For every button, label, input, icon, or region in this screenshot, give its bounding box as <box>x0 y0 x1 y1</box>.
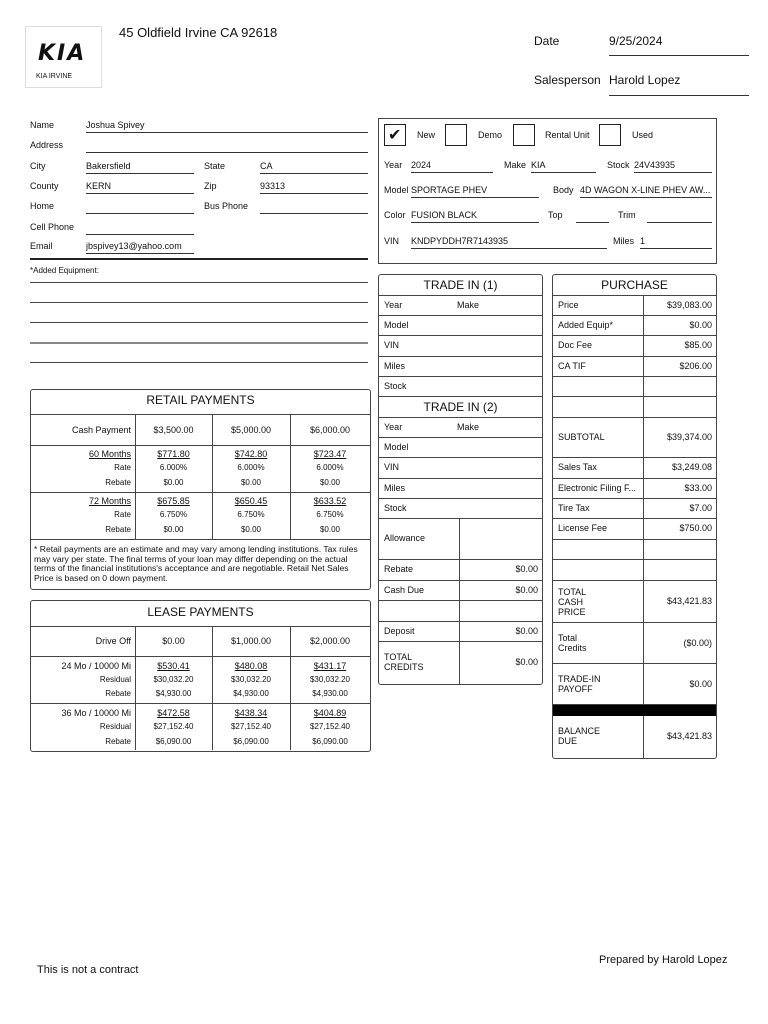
rebate-value: $4,930.00 <box>312 689 348 698</box>
sales-tax-label: Sales Tax <box>558 462 597 472</box>
color-field[interactable]: FUSION BLACK <box>411 210 539 223</box>
home-field[interactable] <box>86 201 194 214</box>
sales-tax-value: $3,249.08 <box>671 462 712 472</box>
trade-in-1-title: TRADE IN (1) <box>423 278 498 292</box>
balance-due-value: $43,421.83 <box>666 731 712 741</box>
retail-payment[interactable]: $742.80 <box>234 449 268 459</box>
deposit-value: $0.00 <box>515 626 538 636</box>
salesperson-label: Salesperson <box>534 73 601 87</box>
year-field[interactable]: 2024 <box>411 160 493 173</box>
cash-due-label: Cash Due <box>384 585 425 595</box>
body-label: Body <box>553 185 574 195</box>
total-credits-label-line: CREDITS <box>384 662 424 672</box>
color-label: Color <box>384 210 406 220</box>
tradein-payoff-label-line: TRADE-IN <box>558 674 601 684</box>
rate-label: Rate <box>114 510 131 519</box>
drive-off-option[interactable]: $2,000.00 <box>309 636 351 646</box>
total-credits-label <box>558 633 587 653</box>
rebate-value: $0.00 <box>240 525 262 534</box>
trade2-miles-label[interactable]: Miles <box>384 483 406 493</box>
drive-off-option[interactable]: $0.00 <box>162 636 185 646</box>
trade1-miles-label[interactable]: Miles <box>384 361 406 371</box>
tire-tax-value: $7.00 <box>689 503 712 513</box>
bus-phone-label: Bus Phone <box>204 201 249 211</box>
rate-value: 6.750% <box>237 510 265 519</box>
lease-term-label: 24 Mo / 10000 Mi <box>61 661 131 671</box>
price-value: $39,083.00 <box>666 300 712 310</box>
new-label: New <box>417 130 436 140</box>
lease-payment[interactable]: $472.58 <box>157 708 190 718</box>
subtotal-value: $39,374.00 <box>666 432 712 442</box>
rebate-label: Rebate <box>105 689 131 698</box>
equipment-line <box>30 282 368 283</box>
stock-field[interactable]: 24V43935 <box>634 160 712 173</box>
residual-value: $30,032.20 <box>230 675 272 684</box>
used-label: Used <box>632 130 654 140</box>
cash-due-value: $0.00 <box>515 585 538 595</box>
rebate-label: Rebate <box>105 525 131 534</box>
rebate-value: $0.00 <box>240 478 262 487</box>
added-equip-label: Added Equip* <box>558 320 614 330</box>
retail-payment[interactable]: $723.47 <box>313 449 347 459</box>
rate-value: 6.000% <box>159 463 188 472</box>
rebate-value: $0.00 <box>319 525 341 534</box>
top-label: Top <box>548 210 563 220</box>
retail-term-label: 72 Months <box>88 496 131 506</box>
trade2-make-label[interactable]: Make <box>457 422 480 432</box>
rate-label: Rate <box>114 463 131 472</box>
zip-label: Zip <box>204 181 217 191</box>
lease-payment[interactable]: $431.17 <box>313 661 347 671</box>
total-credits-label-line: Total <box>558 633 578 643</box>
demo-label: Demo <box>478 130 503 140</box>
trade1-vin-label[interactable]: VIN <box>384 340 400 350</box>
total-credits-value: $0.00 <box>515 657 538 667</box>
logo-subtext: KIA IRVINE <box>36 73 73 80</box>
miles-field[interactable]: 1 <box>640 236 712 249</box>
allowance-label: Allowance <box>384 533 426 543</box>
retail-disclaimer: * Retail payments are an estimate and may vary among lending institutions. Tax rules may vary per state. The final terms of your loan may differ depending on the actual terms of the financial institutions's acceptance and are negotiable. Retail Net Sales Price is based on 0 down payment. <box>34 544 358 583</box>
residual-label: Residual <box>99 675 131 684</box>
email-field[interactable]: jbspivey13@yahoo.com <box>86 241 194 254</box>
tradein-payoff-label-line: PAYOFF <box>558 684 593 694</box>
trade2-stock-label[interactable]: Stock <box>384 503 407 513</box>
doc-fee-label: Doc Fee <box>558 340 593 350</box>
residual-value: $27,152.40 <box>153 722 194 731</box>
cash-payment-label: Cash Payment <box>71 425 131 435</box>
rate-value: 6.000% <box>237 463 265 472</box>
residual-label: Residual <box>99 722 131 731</box>
cell-field[interactable] <box>86 222 194 235</box>
rebate-label: Rebate <box>105 478 131 487</box>
year-label: Year <box>384 160 403 170</box>
rate-value: 6.750% <box>159 510 188 519</box>
residual-value: $27,152.40 <box>230 722 272 731</box>
vin-label: VIN <box>384 236 400 246</box>
new-checkbox[interactable] <box>384 124 406 146</box>
trade1-year-label[interactable]: Year <box>384 300 403 310</box>
rebate-value: $0.00 <box>163 525 184 534</box>
address-field[interactable] <box>86 140 368 153</box>
license-fee-value: $750.00 <box>679 523 712 533</box>
total-credits-label-line: Credits <box>558 643 587 653</box>
cash-payment-option[interactable]: $3,500.00 <box>153 425 194 435</box>
trade1-make-label[interactable]: Make <box>457 300 480 310</box>
model-label: Model <box>384 185 409 195</box>
miles-label: Miles <box>613 236 635 246</box>
used-checkbox[interactable] <box>599 124 621 146</box>
equipment-line <box>30 302 368 303</box>
demo-checkbox[interactable] <box>445 124 467 146</box>
bus-phone-field[interactable] <box>260 201 368 214</box>
doc-fee-value: $85.00 <box>684 340 712 350</box>
balance-due-label-line: DUE <box>558 736 578 746</box>
body-field[interactable]: 4D WAGON X-LINE PHEV AW... <box>580 185 712 198</box>
rebate-value: $6,090.00 <box>233 737 269 746</box>
date-value: 9/25/2024 <box>609 34 749 56</box>
total-cash-price-label-line: TOTAL <box>558 587 587 597</box>
total-cash-price-value: $43,421.83 <box>666 596 712 606</box>
deposit-label: Deposit <box>384 626 415 636</box>
county-field[interactable]: KERN <box>86 181 194 194</box>
rebate-label: Rebate <box>105 737 131 746</box>
drive-off-option[interactable]: $1,000.00 <box>230 636 272 646</box>
lease-payment[interactable]: $438.34 <box>234 708 268 718</box>
stock-label: Stock <box>607 160 630 170</box>
address-label: Address <box>30 140 64 150</box>
trade1-model-label[interactable]: Model <box>384 320 409 330</box>
zip-field[interactable]: 93313 <box>260 181 368 194</box>
make-field[interactable]: KIA <box>531 160 596 173</box>
total-cash-price-label-line: PRICE <box>558 607 586 617</box>
cash-payment-option[interactable]: $5,000.00 <box>230 425 272 435</box>
trim-field[interactable] <box>647 210 712 223</box>
model-field[interactable]: SPORTAGE PHEV <box>411 185 539 198</box>
dealer-address: 45 Oldfield Irvine CA 92618 <box>119 25 278 40</box>
tradein-payoff-value: $0.00 <box>689 679 712 689</box>
license-fee-label: License Fee <box>558 523 608 533</box>
ca-tif-label: CA TIF <box>558 361 586 371</box>
lease-term-label: 36 Mo / 10000 Mi <box>61 708 131 718</box>
rebate-label: Rebate <box>384 564 414 574</box>
home-label: Home <box>30 201 55 211</box>
name-field[interactable]: Joshua Spivey <box>86 120 368 133</box>
trade-in-2-title: TRADE IN (2) <box>423 400 498 414</box>
added-equip-value: $0.00 <box>689 320 712 330</box>
logo-wordmark: KIA <box>38 41 87 66</box>
county-label: County <box>30 181 59 191</box>
email-label: Email <box>30 241 53 251</box>
lease-payment[interactable]: $530.41 <box>157 661 190 671</box>
added-equipment-label: *Added Equipment: <box>30 266 99 275</box>
equipment-line <box>30 362 368 363</box>
dealer-logo <box>25 26 102 88</box>
name-label: Name <box>30 120 55 130</box>
residual-value: $30,032.20 <box>153 675 194 684</box>
cash-payment-option[interactable]: $6,000.00 <box>309 425 351 435</box>
trade1-stock-label[interactable]: Stock <box>384 381 407 391</box>
state-field[interactable]: CA <box>260 161 368 174</box>
prepared-by: Prepared by Harold Lopez <box>599 954 728 966</box>
salesperson-value: Harold Lopez <box>609 73 749 96</box>
retail-term-label: 60 Months <box>88 449 131 459</box>
retail-payments-title: RETAIL PAYMENTS <box>146 393 255 407</box>
electronic-filing-value: $33.00 <box>684 483 712 493</box>
total-cash-price-label-line: CASH <box>558 597 584 607</box>
tire-tax-label: Tire Tax <box>558 503 590 513</box>
equipment-line <box>30 342 368 344</box>
trade2-model-label[interactable]: Model <box>384 442 409 452</box>
retail-payment[interactable]: $633.52 <box>313 496 347 506</box>
lease-payment[interactable]: $404.89 <box>313 708 347 718</box>
trade2-vin-label[interactable]: VIN <box>384 462 400 472</box>
rebate-value: $0.00 <box>319 478 341 487</box>
rate-value: 6.000% <box>316 463 344 472</box>
purchase-title: PURCHASE <box>601 278 668 292</box>
trim-label: Trim <box>618 210 636 220</box>
rebate-value: $0.00 <box>515 564 538 574</box>
make-label: Make <box>504 160 527 170</box>
subtotal-label: SUBTOTAL <box>558 432 605 442</box>
residual-value: $30,032.20 <box>309 675 351 684</box>
rental-unit-checkbox[interactable] <box>513 124 535 146</box>
drive-off-label: Drive Off <box>95 636 131 646</box>
balance-due-label <box>558 726 600 746</box>
rebate-value: $6,090.00 <box>155 737 192 746</box>
total-credits-value: ($0.00) <box>683 638 712 648</box>
rate-value: 6.750% <box>316 510 344 519</box>
vin-field[interactable]: KNDPYDDH7R7143935 <box>411 236 607 249</box>
black-separator-bar <box>553 705 716 716</box>
city-label: City <box>30 161 46 171</box>
city-field[interactable]: Bakersfield <box>86 161 194 174</box>
retail-payment[interactable]: $675.85 <box>157 496 190 506</box>
rebate-value: $6,090.00 <box>312 737 348 746</box>
not-contract-notice: This is not a contract <box>37 964 139 976</box>
trade2-year-label[interactable]: Year <box>384 422 403 432</box>
electronic-filing-label: Electronic Filing F... <box>558 483 637 493</box>
residual-value: $27,152.40 <box>309 722 351 731</box>
total-credits-label <box>384 652 424 672</box>
rebate-value: $4,930.00 <box>155 689 192 698</box>
rebate-value: $0.00 <box>163 478 184 487</box>
state-label: State <box>204 161 226 171</box>
ca-tif-value: $206.00 <box>679 361 712 371</box>
retail-payment[interactable]: $771.80 <box>157 449 190 459</box>
divider <box>30 258 368 260</box>
total-cash-price-label <box>558 587 586 617</box>
rebate-value: $4,930.00 <box>233 689 269 698</box>
date-label: Date <box>534 34 560 48</box>
rental-unit-label: Rental Unit <box>545 130 590 140</box>
top-field[interactable] <box>576 210 609 223</box>
retail-payment[interactable]: $650.45 <box>234 496 268 506</box>
lease-payment[interactable]: $480.08 <box>234 661 268 671</box>
balance-due-label-line: BALANCE <box>558 726 601 736</box>
tradein-payoff-label <box>558 674 601 694</box>
cell-label: Cell Phone <box>30 222 75 232</box>
lease-payments-title: LEASE PAYMENTS <box>147 605 254 619</box>
total-credits-label-line: TOTAL <box>384 652 413 662</box>
price-label: Price <box>558 300 579 310</box>
equipment-line <box>30 322 368 323</box>
